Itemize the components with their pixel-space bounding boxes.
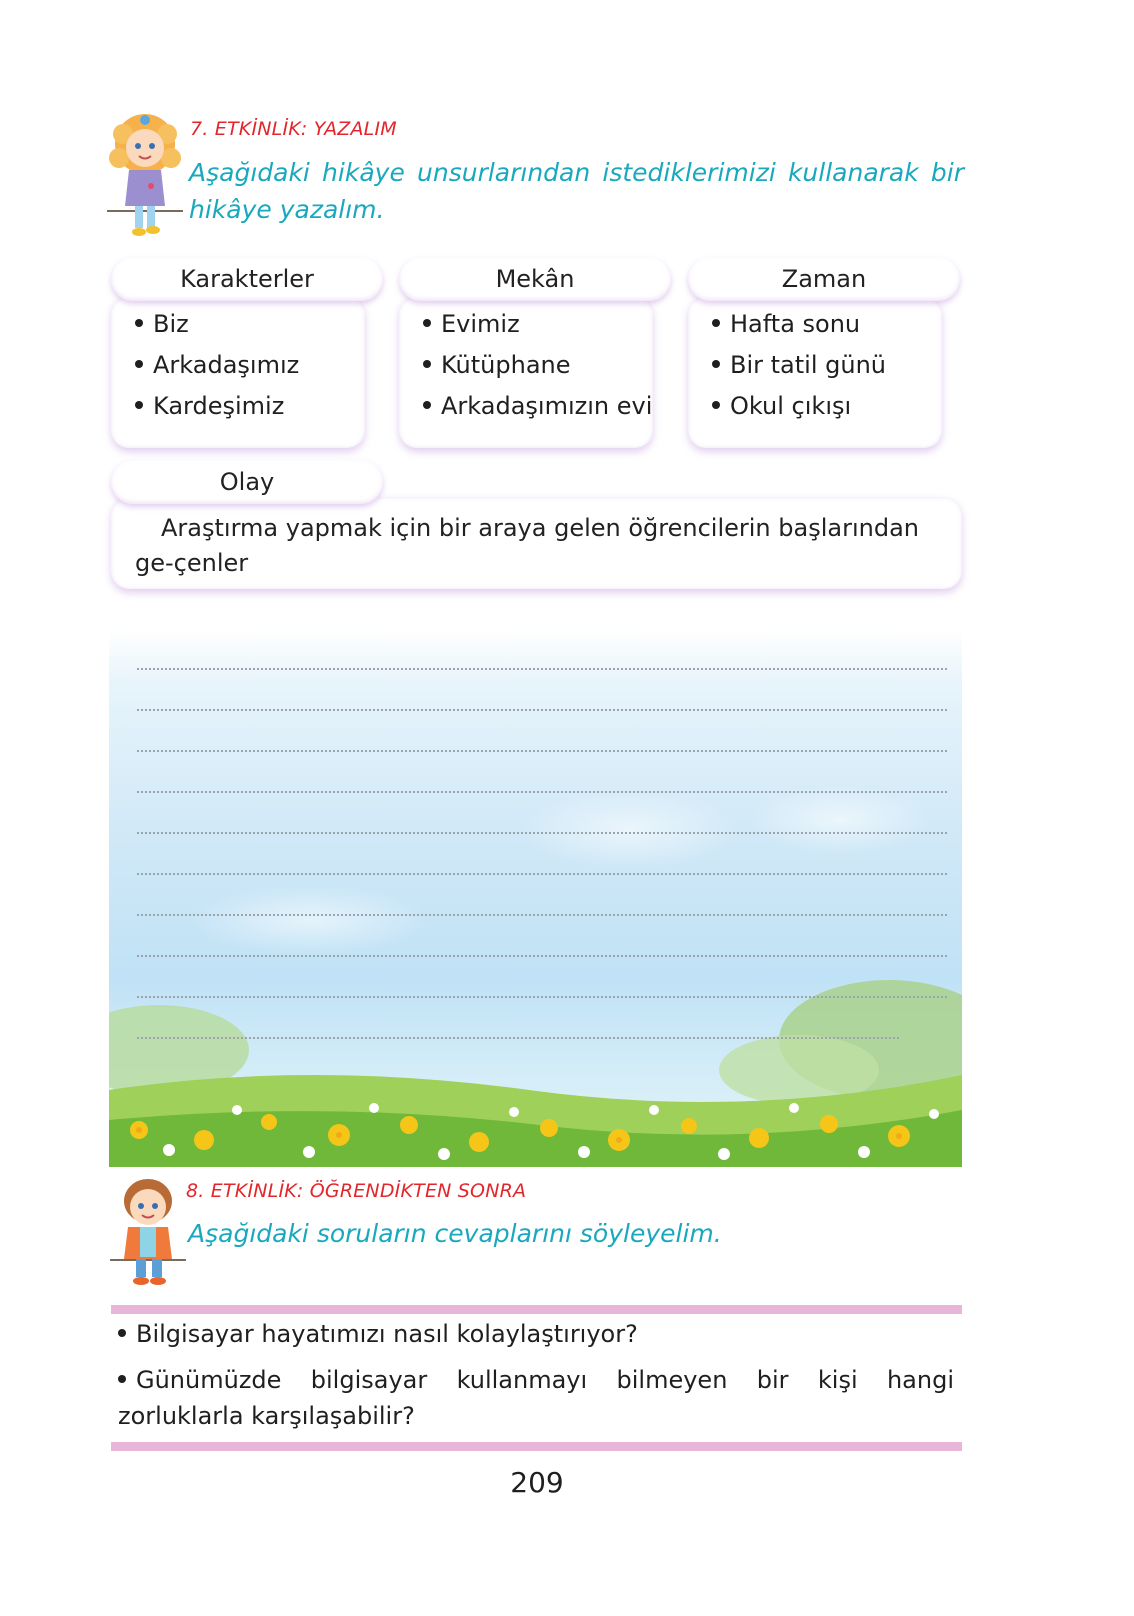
activity8-title: 8. ETKİNLİK: ÖĞRENDİKTEN SONRA [186,1180,527,1202]
activity7-instruction: Aşağıdaki hikâye unsurlarından istediklerimizi kullanarak bir hikâye yazalım. [189,158,964,224]
bullet-icon [135,319,143,327]
time-card [688,296,942,448]
divider-top [111,1305,962,1314]
writing-line[interactable] [137,873,947,875]
bullet-icon [423,401,431,409]
writing-line[interactable] [137,709,947,711]
place-label: Mekân [399,257,671,301]
event-card [111,497,962,589]
event-text: Araştırma yapmak için bir araya gelen öğrencilerin başlarından ge-çenler [135,514,919,577]
place-item: Kütüphane [399,345,653,386]
bullet-icon [135,360,143,368]
bullet-icon [712,319,720,327]
bullet-icon [118,1375,126,1383]
characters-item: Arkadaşımız [111,345,365,386]
bullet-icon [712,360,720,368]
writing-line[interactable] [137,832,947,834]
writing-line[interactable] [137,914,947,916]
writing-line[interactable] [137,1037,899,1039]
bullet-icon [423,360,431,368]
girl-mascot [105,108,185,240]
characters-item: Kardeşimiz [111,386,365,427]
activity7-title: 7. ETKİNLİK: YAZALIM [190,118,397,140]
time-item: Bir tatil günü [688,345,942,386]
characters-item: Biz [111,304,365,345]
bullet-icon [118,1329,126,1337]
question-2: Günümüzde bilgisayar kullanmayı bilmeyen bir kişi hangi zorluklarla karşılaşabilir? [118,1366,954,1430]
boy-mascot [108,1175,188,1295]
place-item: Evimiz [399,304,653,345]
boy-mascot-illustration [108,1175,188,1295]
activity8-instruction: Aşağıdaki soruların cevaplarını söyleyelim. [188,1219,722,1248]
writing-line[interactable] [137,955,947,957]
writing-line[interactable] [137,996,947,998]
writing-line[interactable] [137,750,947,752]
divider-bottom [111,1442,962,1451]
question-1: Bilgisayar hayatımızı nasıl kolaylaştırıyor? [118,1316,958,1352]
bullet-icon [135,401,143,409]
characters-card [111,296,365,448]
writing-area[interactable] [109,630,962,1167]
characters-label: Karakterler [111,257,383,301]
girl-mascot-illustration [105,108,185,240]
time-label: Zaman [688,257,960,301]
event-label: Olay [111,460,383,504]
time-item: Hafta sonu [688,304,942,345]
place-item: Arkadaşımızın evi [399,386,653,427]
writing-line[interactable] [137,668,947,670]
time-item: Okul çıkışı [688,386,942,427]
page-number: 209 [510,1466,564,1499]
place-card [399,296,653,448]
writing-line[interactable] [137,791,947,793]
bullet-icon [712,401,720,409]
bullet-icon [423,319,431,327]
